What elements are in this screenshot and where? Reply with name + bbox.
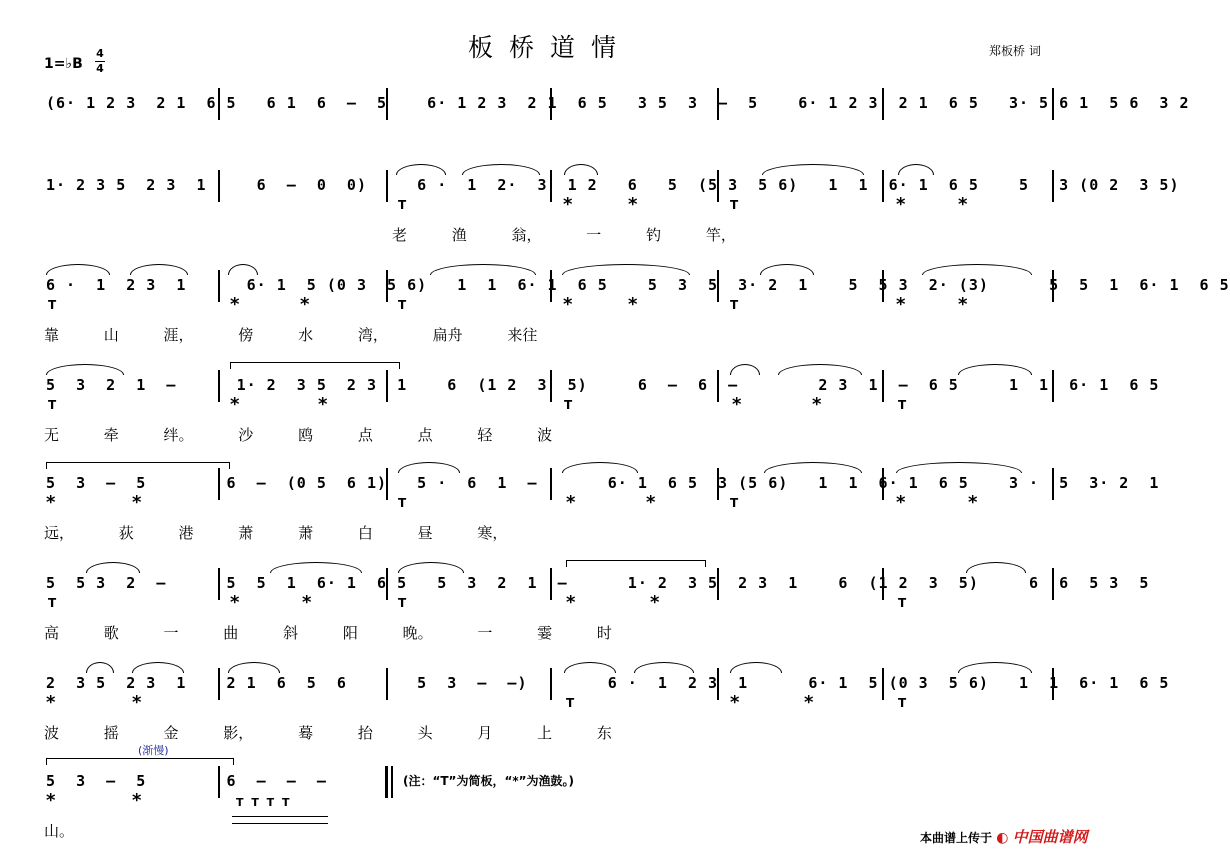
time-signature [95,48,105,75]
staff-row-7: 2 3 5 2 3 1 2 1 6 5 6 5 3 – –) 6 · 1 2 3 1 6· 1 5 (0 3 5 6) 1 1 6· 1 6 5 * * T * * T 波 摇 金 影， 蓦 抬 头 月 上 东 [0,672,1100,742]
lyric-line: 高 歌 一 曲 斜 阳 晚。 一 霎 时 [44,624,612,642]
time-signature-top: 4 [96,47,104,60]
staff-row-6: 5 5 3 2 – 5 5 1 6· 1 6 5 5 3 2 1 – 1· 2 3 5 2 3 1 6 (1 2 3 5) 6 6 5 3 5 T * * T * * T 高 歌 一 曲 斜 阳 晚。 一 霎 时 [0,572,1100,642]
staff-row-5: 5 3 – 5 6 – (0 5 6 1) 5 · 6 1 – 6· 1 6 5 3 (5 6) 1 1 6· 1 6 5 3 · 5 3· 2 1 * * T * * T * * 远， 荻 港 萧 萧 白 昼 寒， [0,472,1100,542]
site-logo-icon: ◐ [996,830,1009,846]
notation-line: 6 · 1 2 3 1 6· 1 5 (0 3 5 6) 1 1 6· 1 6 5 5 3 5 3· 2 1 5 5 3 2· (3) 5 5 1 6· 1 6 5 [46,276,1230,294]
lyricist-credit: 郑板桥 词 [989,44,1041,58]
song-title: 板桥道情 [467,33,632,62]
lyric-line: 无 牵 绊。 沙 鸥 点 点 轻 波 [44,426,553,444]
lyric-line: 靠 山 涯， 傍 水 湾， 扁舟 来往 [44,326,538,344]
time-signature-bottom: 4 [96,62,104,75]
staff-row-1 [0,92,1190,162]
notation-line: 2 3 5 2 3 1 2 1 6 5 6 5 3 – –) 6 · 1 2 3 1 6· 1 5 (0 3 5 6) 1 1 6· 1 6 5 [46,674,1170,692]
notation-line: (6· 1 2 3 2 1 6 5 6 1 6 – 5 6· 1 2 3 2 1 6 5 3 5 3 – 5 6· 1 2 3 2 1 6 5 3· 5 6 1 5 6 3 2 [46,94,1190,112]
lyric-line: 远， 荻 港 萧 萧 白 昼 寒， [44,524,508,542]
staff-row-3: 6 · 1 2 3 1 6· 1 5 (0 3 5 6) 1 1 6· 1 6 5 5 3 5 3· 2 1 5 5 3 2· (3) 5 5 1 6· 1 6 5 T * * T * * T * * 靠 山 涯， 傍 水 湾， 扁舟 来往 [0,274,1100,344]
lyric-line: 波 摇 金 影， 蓦 抬 头 月 上 东 [44,724,612,742]
site-brand[interactable]: 中国曲谱网 [1012,828,1088,846]
ritardando-ban-marks: T T T T [236,796,292,809]
footer-prefix: 本曲谱上传于 [920,831,993,845]
upload-footer [920,826,1088,847]
notation-line: 1· 2 3 5 2 3 1 6 – 0 0) 6 · 1 2· 3 1 2 6 5 (5 3 5 6) 1 1 6· 1 6 5 5 3 (0 2 3 5) [46,176,1180,194]
notation-line: 5 3 2 1 – 1· 2 3 5 2 3 1 6 (1 2 3 5) 6 – 6 – 2 3 1 – 6 5 1 1 6· 1 6 5 [46,376,1160,394]
staff-row-4: 5 3 2 1 – 1· 2 3 5 2 3 1 6 (1 2 3 5) 6 – 6 – 2 3 1 – 6 5 1 1 6· 1 6 5 T * * T * * T 无 牵 绊。 沙 鸥 点 点 轻 波 [0,374,1100,444]
lyric-line: 山。 [44,822,75,840]
legend-note: (注：“T”为简板，“*”为渔鼓。) [403,774,574,788]
notation-line: 5 3 – 5 6 – – – [46,772,327,790]
tempo-marking: (渐慢) [138,744,169,757]
ritardando-hairpin [232,816,328,824]
staff-row-2: 1· 2 3 5 2 3 1 6 – 0 0) 6 · 1 2· 3 1 2 6 5 (5 3 5 6) 1 1 6· 1 6 5 5 3 (0 2 3 5) T * * T * * 老 渔 翁， 一 钓 竿， [0,174,1100,244]
lyric-line: 老 渔 翁， 一 钓 竿， [392,226,736,244]
staff-row-8: 5 3 – 5 6 – – – * * 山。 [0,770,1100,840]
notation-line: 5 5 3 2 – 5 5 1 6· 1 6 5 5 3 2 1 – 1· 2 3 5 2 3 1 6 (1 2 3 5) 6 6 5 3 5 [46,574,1150,592]
notation-line: 5 3 – 5 6 – (0 5 6 1) 5 · 6 1 – 6· 1 6 5 3 (5 6) 1 1 6· 1 6 5 3 · 5 3· 2 1 [46,474,1160,492]
key-signature: 1=♭B [44,56,83,72]
